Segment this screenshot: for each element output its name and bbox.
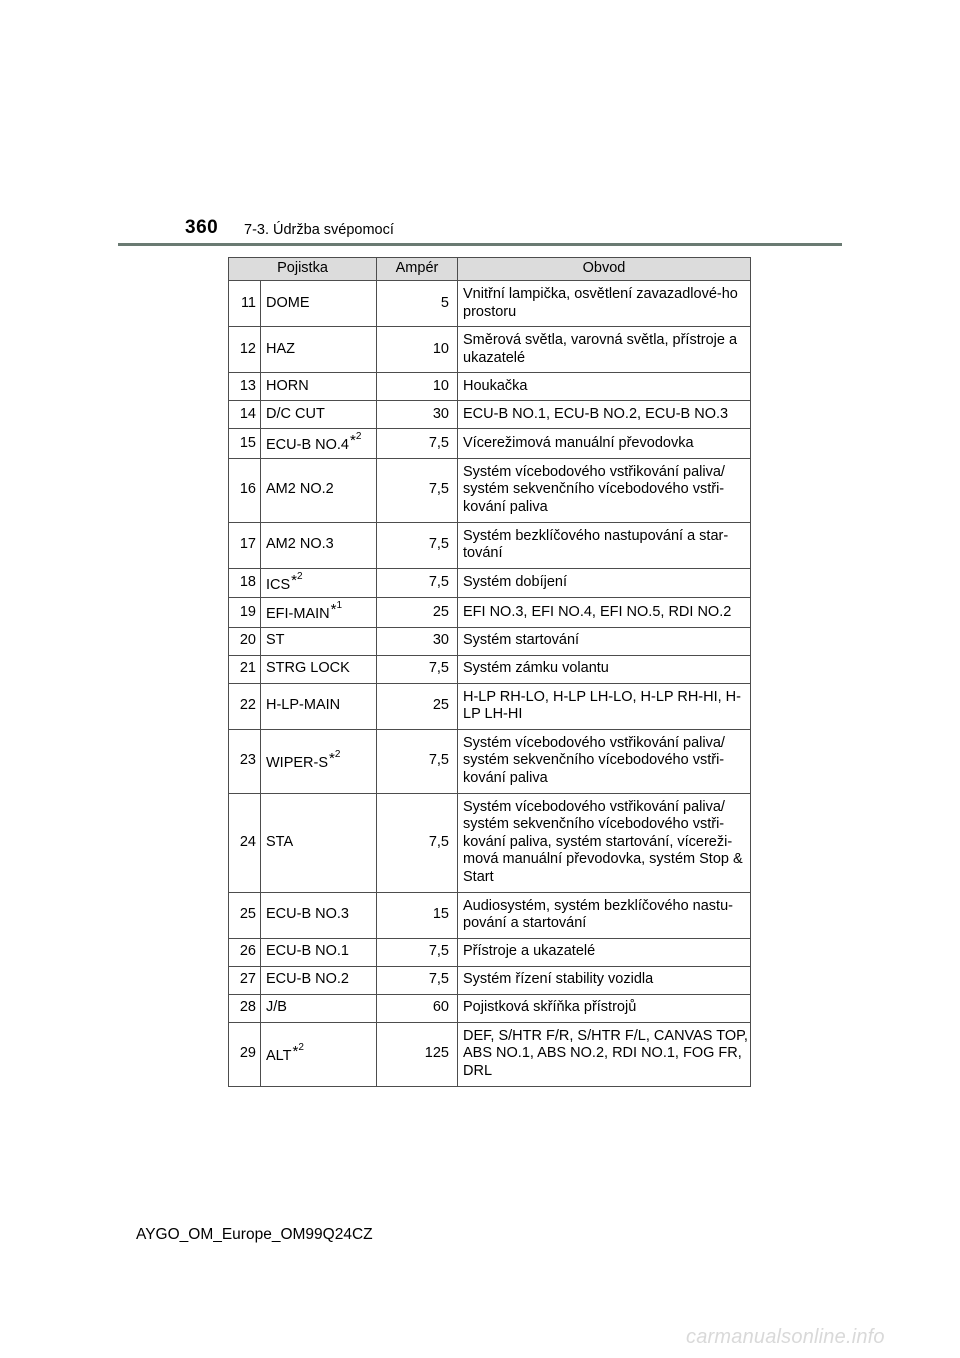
fuse-number: 24 — [229, 793, 261, 892]
footnote-marker: *$^2$ — [291, 570, 303, 589]
fuse-number: 12 — [229, 327, 261, 373]
fuse-amperage: 125 — [377, 1022, 458, 1086]
fuse-number: 27 — [229, 966, 261, 994]
column-header-circuit: Obvod — [458, 258, 751, 281]
fuse-amperage: 10 — [377, 373, 458, 401]
fuse-circuit: Systém dobíjení — [458, 568, 751, 598]
fuse-name: ECU-B NO.4 — [266, 437, 349, 453]
fuse-number: 20 — [229, 627, 261, 655]
footnote-number: 2 — [355, 431, 362, 442]
fuse-number: 21 — [229, 655, 261, 683]
table-row — [229, 793, 751, 892]
fuse-name-cell — [261, 458, 377, 522]
table-row — [229, 966, 751, 994]
footnote-number: 2 — [334, 748, 341, 760]
fuse-amperage: 7,5 — [377, 793, 458, 892]
fuse-name: J/B — [266, 999, 287, 1016]
fuse-amperage: 25 — [377, 598, 458, 628]
header-divider — [118, 243, 842, 246]
fuse-name-cell — [261, 627, 377, 655]
fuse-number: 14 — [229, 401, 261, 429]
fuse-amperage: 7,5 — [377, 458, 458, 522]
fuse-name: STA — [266, 833, 294, 850]
fuse-amperage: 7,5 — [377, 655, 458, 683]
table-row — [229, 568, 751, 598]
fuse-circuit: DEF, S/HTR F/R, S/HTR F/L, CANVAS TOP, ABS NO.1, ABS NO.2, RDI NO.1, FOG FR, DRL — [458, 1022, 751, 1086]
fuse-name-cell — [261, 938, 377, 966]
footnote-number: 1 — [336, 600, 343, 611]
table-row — [229, 281, 751, 327]
fuse-amperage: 7,5 — [377, 938, 458, 966]
fuse-name-cell — [261, 373, 377, 401]
table-row — [229, 598, 751, 628]
fuse-amperage: 7,5 — [377, 568, 458, 598]
table-row — [229, 938, 751, 966]
fuse-number: 11 — [229, 281, 261, 327]
fuse-number: 17 — [229, 522, 261, 568]
footnote-marker: *$^2$ — [292, 1041, 304, 1060]
fuse-name-cell — [261, 327, 377, 373]
fuse-name: ST — [266, 632, 285, 649]
watermark: carmanualsonline.info — [686, 1326, 885, 1348]
fuse-number: 15 — [229, 429, 261, 459]
fuse-circuit: Vícerežimová manuální převodovka — [458, 429, 751, 459]
table-row — [229, 683, 751, 729]
fuse-name: ICS — [266, 576, 291, 593]
column-header-fuse: Pojistka — [229, 258, 377, 281]
fuse-name: AM2 NO.2 — [266, 481, 334, 498]
fuse-name-cell — [261, 598, 377, 628]
fuse-number: 23 — [229, 729, 261, 793]
fuse-circuit: EFI NO.3, EFI NO.4, EFI NO.5, RDI NO.2 — [458, 598, 751, 628]
fuse-number: 13 — [229, 373, 261, 401]
table-row — [229, 429, 751, 459]
fuse-name: ECU-B NO.2 — [266, 971, 349, 988]
fuse-amperage: 30 — [377, 627, 458, 655]
footnote-number: 2 — [297, 570, 303, 582]
fuse-name: DOME — [266, 294, 310, 311]
table-header-row — [229, 258, 751, 281]
table-row — [229, 892, 751, 938]
fuse-name-cell — [261, 892, 377, 938]
fuse-amperage: 7,5 — [377, 729, 458, 793]
table-row — [229, 627, 751, 655]
fuse-amperage: 30 — [377, 401, 458, 429]
footnote-number: 2 — [298, 1041, 304, 1053]
table-row — [229, 327, 751, 373]
fuse-amperage: 15 — [377, 892, 458, 938]
fuse-amperage: 7,5 — [377, 429, 458, 459]
fuse-name: ALT — [266, 1047, 292, 1064]
fuse-circuit: H-LP RH-LO, H-LP LH-LO, H-LP RH-HI, H-LP LH-HI — [458, 683, 751, 729]
fuse-circuit: Přístroje a ukazatelé — [458, 938, 751, 966]
table-row — [229, 522, 751, 568]
fuse-amperage: 10 — [377, 327, 458, 373]
fuse-amperage: 25 — [377, 683, 458, 729]
column-header-ampere: Ampér — [377, 258, 458, 281]
table-row — [229, 373, 751, 401]
fuse-circuit: Systém bezklíčového nastupování a star-tování — [458, 522, 751, 568]
fuse-name-cell — [261, 683, 377, 729]
fuse-name-cell — [261, 568, 377, 598]
fuse-circuit: Směrová světla, varovná světla, přístroje a ukazatelé — [458, 327, 751, 373]
fuse-name: STRG LOCK — [266, 660, 350, 677]
fuse-number: 16 — [229, 458, 261, 522]
fuse-circuit: Houkačka — [458, 373, 751, 401]
fuse-name: ECU-B NO.3 — [266, 906, 349, 923]
fuse-circuit: ECU-B NO.1, ECU-B NO.2, ECU-B NO.3 — [458, 401, 751, 429]
fuse-circuit: Systém řízení stability vozidla — [458, 966, 751, 994]
fuse-name: H-LP-MAIN — [266, 697, 341, 714]
fuse-name: AM2 NO.3 — [266, 536, 334, 553]
footnote-marker: *$^2$ — [329, 748, 341, 767]
fuse-name-cell — [261, 729, 377, 793]
footnote-marker: *$^1$ — [330, 600, 343, 618]
fuse-name: D/C CUT — [266, 405, 325, 422]
footnote-marker: *$^2$ — [350, 431, 362, 449]
fuse-name: EFI-MAIN — [266, 606, 330, 622]
fuse-number: 18 — [229, 568, 261, 598]
fuse-number: 26 — [229, 938, 261, 966]
fuse-name: WIPER-S — [266, 754, 329, 771]
page-number: 360 — [185, 217, 219, 238]
fuse-number: 29 — [229, 1022, 261, 1086]
fuse-name: HAZ — [266, 340, 295, 357]
fuse-amperage: 60 — [377, 994, 458, 1022]
fuse-name-cell — [261, 1022, 377, 1086]
fuse-name-cell — [261, 429, 377, 459]
fuse-number: 22 — [229, 683, 261, 729]
fuse-name-cell — [261, 401, 377, 429]
fuse-circuit: Audiosystém, systém bezklíčového nastu-pování a startování — [458, 892, 751, 938]
fuse-name-cell — [261, 994, 377, 1022]
table-body — [229, 281, 751, 1087]
table-row — [229, 994, 751, 1022]
table-row — [229, 655, 751, 683]
table-row — [229, 401, 751, 429]
fuse-name: HORN — [266, 377, 309, 394]
table-row — [229, 458, 751, 522]
fuse-number: 28 — [229, 994, 261, 1022]
fuse-name-cell — [261, 655, 377, 683]
fuse-circuit: Pojistková skříňka přístrojů — [458, 994, 751, 1022]
fuse-circuit: Systém vícebodového vstřikování paliva/ systém sekvenčního vícebodového vstři-kování paliva — [458, 458, 751, 522]
fuse-circuit: Systém vícebodového vstřikování paliva/ systém sekvenčního vícebodového vstři-kování paliva — [458, 729, 751, 793]
fuse-table — [228, 257, 751, 1087]
fuse-amperage: 7,5 — [377, 966, 458, 994]
fuse-amperage: 5 — [377, 281, 458, 327]
section-title: 7-3. Údržba svépomocí — [244, 222, 394, 238]
document-id: AYGO_OM_Europe_OM99Q24CZ — [136, 1226, 373, 1243]
fuse-circuit: Systém startování — [458, 627, 751, 655]
fuse-number: 25 — [229, 892, 261, 938]
fuse-name: ECU-B NO.1 — [266, 943, 349, 960]
fuse-circuit: Systém vícebodového vstřikování paliva/ systém sekvenčního vícebodového vstři-kování paliva, systém startování, vícereži-mová manuální převodovka, systém Stop & Start — [458, 793, 751, 892]
fuse-circuit: Systém zámku volantu — [458, 655, 751, 683]
fuse-name-cell — [261, 793, 377, 892]
fuse-circuit: Vnitřní lampička, osvětlení zavazadlové-ho prostoru — [458, 281, 751, 327]
fuse-amperage: 7,5 — [377, 522, 458, 568]
table-row — [229, 729, 751, 793]
fuse-name-cell — [261, 281, 377, 327]
fuse-number: 19 — [229, 598, 261, 628]
fuse-name-cell — [261, 522, 377, 568]
table-row — [229, 1022, 751, 1086]
fuse-name-cell — [261, 966, 377, 994]
